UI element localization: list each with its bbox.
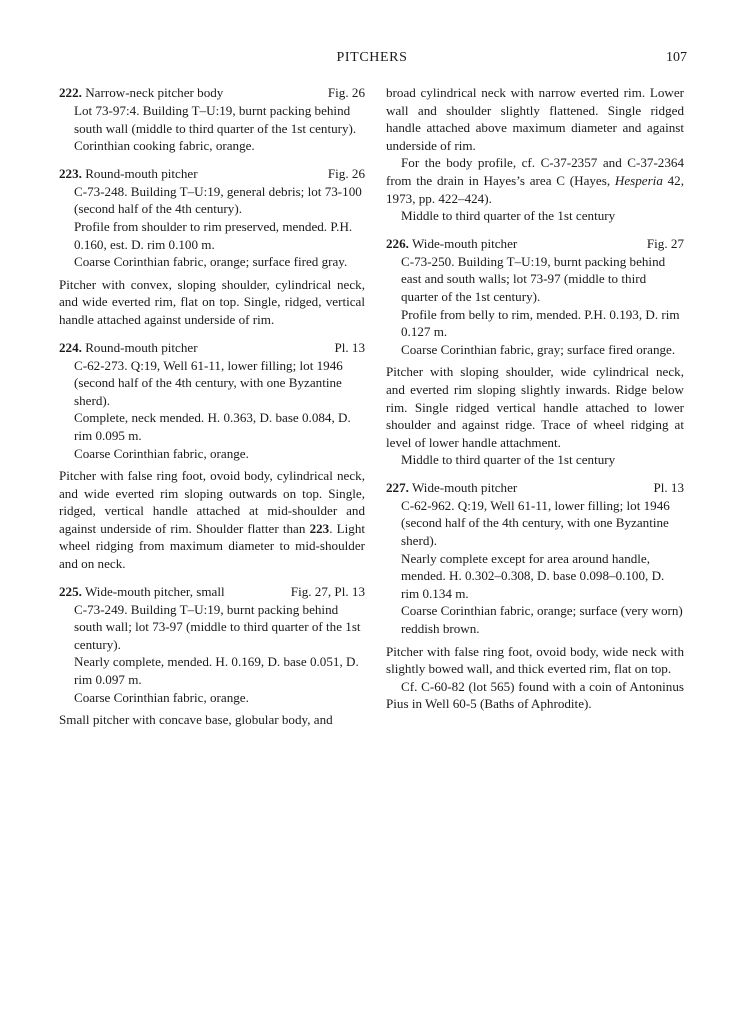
entry-preservation: Profile from shoulder to rim preserved, mended. P.H. 0.160, est. D. rim 0.100 m. <box>74 218 353 252</box>
entry-context: C-62-962. Q:19, Well 61-11, lower filling; lot 1946 (second half of the 4th century, with one Byzantine sherd). <box>401 497 670 549</box>
right-column <box>386 84 684 713</box>
description-text: Pitcher with false ring foot, ovoid body, cylindrical neck, and wide everted rim sloping outwards on top. Single, ridged, vertical handle attached at mid-shoulder and against underside of rim. Shoulder flatter than <box>59 468 365 536</box>
comparanda-text: 42, 1973, pp. 422–424). <box>386 172 684 206</box>
entry-fabric: Coarse Corinthian fabric, gray; surface fired orange. <box>401 341 676 357</box>
entry-number: 223. <box>59 165 82 181</box>
entry-title: Wide-mouth pitcher <box>411 235 518 251</box>
entry-description: Small pitcher with concave base, globular body, and <box>59 712 333 728</box>
running-head <box>0 49 744 69</box>
entry-preservation: Complete, neck mended. H. 0.363, D. base 0.084, D. rim 0.095 m. <box>74 410 351 443</box>
figure-reference: Fig. 27, Pl. 13 <box>290 583 365 599</box>
entry-fabric: Coarse Corinthian fabric, orange; surface fired gray. <box>74 254 348 270</box>
entry-fabric: Coarse Corinthian fabric, orange. <box>74 689 249 705</box>
cross-reference: 223 <box>309 520 330 536</box>
entry-preservation: Nearly complete except for area around handle, mended. H. 0.302–0.308, D. base 0.098–0.100, D. rim 0.134 m. <box>401 550 665 601</box>
entry-description: Pitcher with convex, sloping shoulder, cylindrical neck, and wide everted rim, flat on top. Single, ridged, vertical handle attached against underside of rim. <box>59 276 365 327</box>
plate-reference: Pl. 13 <box>653 479 684 495</box>
entry-heading <box>59 339 365 357</box>
catalogue-entry-224 <box>59 339 365 573</box>
entry-description: Pitcher with sloping shoulder, wide cylindrical neck, and everted rim sloping slightly inwards. Ridge below rim. Single ridged vertical handle attached to lower shoulder and against ridge. Trace of wheel ridging at level of lower handle attachment. <box>386 364 684 450</box>
entry-context: C-73-248. Building T–U:19, general debris; lot 73-100 (second half of the 4th century). <box>74 183 362 217</box>
entry-context: C-73-250. Building T–U:19, burnt packing behind east and south walls; lot 73-97 (middle to third quarter of the 1st century). <box>401 253 666 304</box>
entry-comparanda <box>386 154 684 207</box>
entry-description <box>59 467 365 573</box>
entry-heading <box>59 583 365 601</box>
entry-context: C-62-273. Q:19, Well 61-11, lower filling; lot 1946 (second half of the 4th century, with one Byzantine sherd). <box>74 357 343 408</box>
entry-heading <box>59 165 365 183</box>
description-text: . Light wheel ridging from maximum diameter to mid-shoulder and on neck. <box>59 520 366 572</box>
catalogue-entry-225 <box>59 583 365 729</box>
entry-description: Pitcher with false ring foot, ovoid body, wide neck with slightly bowed wall, and thick everted rim, flat on top. <box>386 643 684 677</box>
entry-number: 225. <box>59 583 82 599</box>
catalogue-entry-223 <box>59 165 365 329</box>
figure-reference: Fig. 26 <box>327 165 365 181</box>
entry-fabric: Coarse Corinthian fabric, orange; surface (very worn) reddish brown. <box>401 603 683 637</box>
journal-title: Hesperia <box>614 172 663 188</box>
entry-date: Middle to third quarter of the 1st century <box>401 452 616 468</box>
entry-heading <box>386 479 684 497</box>
comparanda-text: For the body profile, cf. C-37-2357 and C-37-2364 from the drain in Hayes’s area C (Hayes, <box>386 155 684 188</box>
catalogue-entry-226 <box>386 235 684 469</box>
entry-title: Narrow-neck pitcher body <box>85 85 224 100</box>
entry-heading <box>59 84 365 102</box>
entry-number: 224. <box>59 339 82 355</box>
entry-comparanda: Cf. C-60-82 (lot 565) found with a coin of Antoninus Pius in Well 60-5 (Baths of Aphrodite). <box>386 678 684 712</box>
entry-number: 227. <box>386 479 409 495</box>
entry-number: 226. <box>386 235 409 251</box>
left-column <box>59 84 365 729</box>
catalogue-entry-222 <box>59 84 365 155</box>
running-title: PITCHERS <box>336 50 408 65</box>
figure-reference: Fig. 26 <box>327 85 365 100</box>
figure-reference: Fig. 27 <box>646 235 684 251</box>
entry-preservation: Nearly complete, mended. H. 0.169, D. base 0.051, D. rim 0.097 m. <box>74 654 359 688</box>
entry-title: Wide-mouth pitcher <box>411 479 518 495</box>
entry-context: Lot 73-97:4. Building T–U:19, burnt packing behind south wall (middle to third quarter of the 1st century). <box>74 103 357 136</box>
entry-fabric: Corinthian cooking fabric, orange. <box>74 138 255 154</box>
entry-heading <box>386 235 684 253</box>
page-number: 107 <box>666 50 687 65</box>
entry-title: Round-mouth pitcher <box>85 339 198 355</box>
entry-fabric: Coarse Corinthian fabric, orange. <box>74 445 249 461</box>
entry-title: Wide-mouth pitcher, small <box>84 583 225 599</box>
plate-reference: Pl. 13 <box>334 339 365 355</box>
entry-context: C-73-249. Building T–U:19, burnt packing behind south wall; lot 73-97 (middle to third quarter of the 1st century). <box>74 601 361 652</box>
entry-title: Round-mouth pitcher <box>85 165 198 181</box>
entry-date: Middle to third quarter of the 1st century <box>401 208 616 224</box>
catalogue-entry-225-continued <box>386 84 684 225</box>
entry-description: broad cylindrical neck with narrow everted rim. Lower wall and shoulder slightly flattened. Single ridged handle attached above maximum diameter and against underside of rim. <box>386 85 684 153</box>
catalogue-entry-227 <box>386 479 684 713</box>
entry-number: 222. <box>59 85 82 100</box>
entry-preservation: Profile from belly to rim, mended. P.H. 0.193, D. rim 0.127 m. <box>401 306 680 340</box>
